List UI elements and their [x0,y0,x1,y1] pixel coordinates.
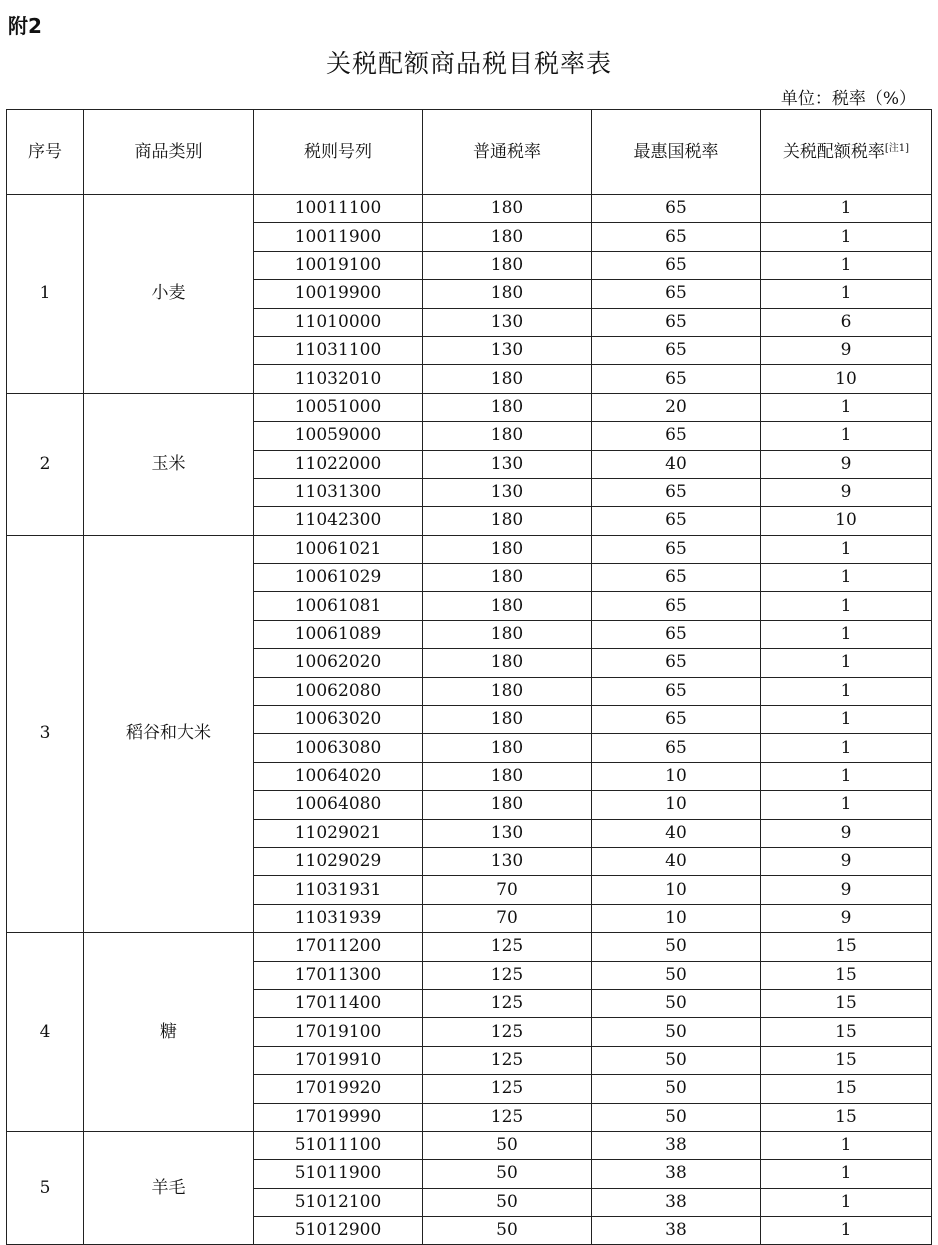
quota-rate-cell: 1 [761,706,932,734]
tariff-code-cell: 11029021 [254,819,423,847]
mfn-rate-cell: 65 [592,507,761,535]
quota-rate-cell: 15 [761,1018,932,1046]
attachment-label: 附2 [8,14,42,38]
general-rate-cell: 125 [423,1018,592,1046]
general-rate-cell: 50 [423,1217,592,1245]
mfn-rate-cell: 50 [592,1018,761,1046]
quota-rate-cell: 1 [761,791,932,819]
general-rate-cell: 180 [423,251,592,279]
mfn-rate-cell: 65 [592,564,761,592]
table-row [7,535,932,563]
quota-rate-cell: 6 [761,308,932,336]
tariff-code-cell: 51011100 [254,1131,423,1159]
group-category-cell: 羊毛 [84,1131,254,1245]
header-tariff-code: 税则号列 [254,110,423,195]
general-rate-cell: 180 [423,564,592,592]
general-rate-cell: 180 [423,507,592,535]
mfn-rate-cell: 65 [592,195,761,223]
quota-rate-cell: 1 [761,592,932,620]
group-category-cell: 玉米 [84,393,254,535]
tariff-code-cell: 10064080 [254,791,423,819]
mfn-rate-cell: 65 [592,422,761,450]
tariff-code-cell: 11031100 [254,336,423,364]
header-row [7,110,932,195]
tariff-code-cell: 11031300 [254,478,423,506]
general-rate-cell: 180 [423,791,592,819]
tariff-code-cell: 17019100 [254,1018,423,1046]
quota-rate-cell: 1 [761,620,932,648]
mfn-rate-cell: 50 [592,933,761,961]
tariff-code-cell: 10063080 [254,734,423,762]
mfn-rate-cell: 65 [592,649,761,677]
mfn-rate-cell: 65 [592,734,761,762]
header-note-ref: [注1] [884,142,910,154]
quota-rate-cell: 9 [761,847,932,875]
quota-rate-cell: 1 [761,422,932,450]
tariff-code-cell: 10059000 [254,422,423,450]
quota-rate-cell: 1 [761,1217,932,1245]
mfn-rate-cell: 65 [592,308,761,336]
quota-rate-cell: 1 [761,251,932,279]
general-rate-cell: 180 [423,365,592,393]
mfn-rate-cell: 38 [592,1160,761,1188]
mfn-rate-cell: 20 [592,393,761,421]
mfn-rate-cell: 65 [592,365,761,393]
mfn-rate-cell: 65 [592,706,761,734]
group-seq-cell: 2 [7,393,84,535]
general-rate-cell: 125 [423,1046,592,1074]
tariff-code-cell: 10011900 [254,223,423,251]
quota-rate-cell: 15 [761,1075,932,1103]
quota-rate-cell: 15 [761,1103,932,1131]
mfn-rate-cell: 40 [592,450,761,478]
table-row [7,1131,932,1159]
tariff-code-cell: 51012100 [254,1188,423,1216]
mfn-rate-cell: 50 [592,1046,761,1074]
quota-rate-cell: 1 [761,649,932,677]
group-seq-cell: 1 [7,195,84,394]
mfn-rate-cell: 10 [592,762,761,790]
table-row [7,195,932,223]
group-seq-cell: 4 [7,933,84,1132]
general-rate-cell: 180 [423,422,592,450]
quota-rate-cell: 1 [761,734,932,762]
mfn-rate-cell: 65 [592,620,761,648]
tariff-code-cell: 11031931 [254,876,423,904]
tariff-code-cell: 11010000 [254,308,423,336]
general-rate-cell: 180 [423,195,592,223]
quota-rate-cell: 15 [761,933,932,961]
general-rate-cell: 125 [423,961,592,989]
mfn-rate-cell: 65 [592,592,761,620]
tariff-code-cell: 10064020 [254,762,423,790]
mfn-rate-cell: 65 [592,336,761,364]
mfn-rate-cell: 50 [592,961,761,989]
tariff-code-cell: 10061029 [254,564,423,592]
quota-rate-cell: 15 [761,989,932,1017]
tariff-code-cell: 10062020 [254,649,423,677]
quota-rate-cell: 9 [761,819,932,847]
tariff-code-cell: 17019990 [254,1103,423,1131]
general-rate-cell: 180 [423,280,592,308]
header-general-rate: 普通税率 [423,110,592,195]
general-rate-cell: 130 [423,450,592,478]
general-rate-cell: 50 [423,1188,592,1216]
tariff-code-cell: 11042300 [254,507,423,535]
group-category-cell: 稻谷和大米 [84,535,254,932]
quota-rate-cell: 1 [761,762,932,790]
general-rate-cell: 130 [423,819,592,847]
quota-rate-cell: 1 [761,280,932,308]
quota-rate-cell: 9 [761,450,932,478]
header-mfn-rate: 最惠国税率 [592,110,761,195]
header-quota-rate [761,110,932,195]
quota-rate-cell: 9 [761,478,932,506]
quota-rate-cell: 9 [761,336,932,364]
table-row [7,393,932,421]
tariff-code-cell: 51012900 [254,1217,423,1245]
quota-rate-cell: 9 [761,904,932,932]
general-rate-cell: 70 [423,904,592,932]
general-rate-cell: 130 [423,847,592,875]
quota-rate-cell: 1 [761,677,932,705]
tariff-code-cell: 10019900 [254,280,423,308]
general-rate-cell: 180 [423,706,592,734]
mfn-rate-cell: 65 [592,280,761,308]
group-seq-cell: 5 [7,1131,84,1245]
mfn-rate-cell: 10 [592,876,761,904]
mfn-rate-cell: 50 [592,1075,761,1103]
quota-rate-cell: 1 [761,1188,932,1216]
quota-rate-cell: 1 [761,1160,932,1188]
mfn-rate-cell: 38 [592,1131,761,1159]
tariff-code-cell: 51011900 [254,1160,423,1188]
tariff-code-cell: 10061021 [254,535,423,563]
mfn-rate-cell: 50 [592,989,761,1017]
quota-rate-cell: 15 [761,1046,932,1074]
general-rate-cell: 180 [423,592,592,620]
quota-rate-cell: 10 [761,507,932,535]
tariff-code-cell: 10011100 [254,195,423,223]
general-rate-cell: 130 [423,478,592,506]
header-category: 商品类别 [84,110,254,195]
mfn-rate-cell: 38 [592,1188,761,1216]
mfn-rate-cell: 65 [592,535,761,563]
general-rate-cell: 125 [423,933,592,961]
tariff-code-cell: 10051000 [254,393,423,421]
mfn-rate-cell: 65 [592,677,761,705]
general-rate-cell: 180 [423,762,592,790]
general-rate-cell: 180 [423,535,592,563]
quota-rate-cell: 10 [761,365,932,393]
tariff-code-cell: 10062080 [254,677,423,705]
mfn-rate-cell: 65 [592,478,761,506]
general-rate-cell: 70 [423,876,592,904]
general-rate-cell: 130 [423,336,592,364]
group-category-cell: 小麦 [84,195,254,394]
table-row [7,933,932,961]
quota-rate-cell: 9 [761,876,932,904]
general-rate-cell: 180 [423,649,592,677]
mfn-rate-cell: 40 [592,847,761,875]
general-rate-cell: 180 [423,620,592,648]
mfn-rate-cell: 38 [592,1217,761,1245]
mfn-rate-cell: 10 [592,904,761,932]
group-seq-cell: 3 [7,535,84,932]
general-rate-cell: 125 [423,989,592,1017]
general-rate-cell: 125 [423,1075,592,1103]
tariff-quota-table [6,109,932,1245]
mfn-rate-cell: 65 [592,251,761,279]
tariff-code-cell: 10061089 [254,620,423,648]
mfn-rate-cell: 50 [592,1103,761,1131]
mfn-rate-cell: 10 [592,791,761,819]
tariff-code-cell: 11022000 [254,450,423,478]
quota-rate-cell: 1 [761,195,932,223]
general-rate-cell: 180 [423,223,592,251]
general-rate-cell: 180 [423,734,592,762]
quota-rate-cell: 1 [761,1131,932,1159]
header-seq: 序号 [7,110,84,195]
quota-rate-cell: 1 [761,223,932,251]
document-title: 关税配额商品税目税率表 [325,49,612,78]
general-rate-cell: 50 [423,1160,592,1188]
quota-rate-cell: 1 [761,564,932,592]
tariff-code-cell: 17011400 [254,989,423,1017]
quota-rate-cell: 15 [761,961,932,989]
tariff-code-cell: 10061081 [254,592,423,620]
tariff-code-cell: 11031939 [254,904,423,932]
mfn-rate-cell: 40 [592,819,761,847]
tariff-code-cell: 11032010 [254,365,423,393]
general-rate-cell: 180 [423,393,592,421]
tariff-code-cell: 11029029 [254,847,423,875]
general-rate-cell: 180 [423,677,592,705]
general-rate-cell: 50 [423,1131,592,1159]
unit-note: 单位：税率（%） [780,89,916,109]
header-quota-rate-label: 关税配额税率 [782,141,885,162]
tariff-code-cell: 17011200 [254,933,423,961]
tariff-code-cell: 10019100 [254,251,423,279]
tariff-code-cell: 10063020 [254,706,423,734]
tariff-code-cell: 17019920 [254,1075,423,1103]
general-rate-cell: 125 [423,1103,592,1131]
quota-rate-cell: 1 [761,393,932,421]
mfn-rate-cell: 65 [592,223,761,251]
group-category-cell: 糖 [84,933,254,1132]
quota-rate-cell: 1 [761,535,932,563]
tariff-code-cell: 17019910 [254,1046,423,1074]
tariff-code-cell: 17011300 [254,961,423,989]
general-rate-cell: 130 [423,308,592,336]
table-body [7,195,932,1245]
